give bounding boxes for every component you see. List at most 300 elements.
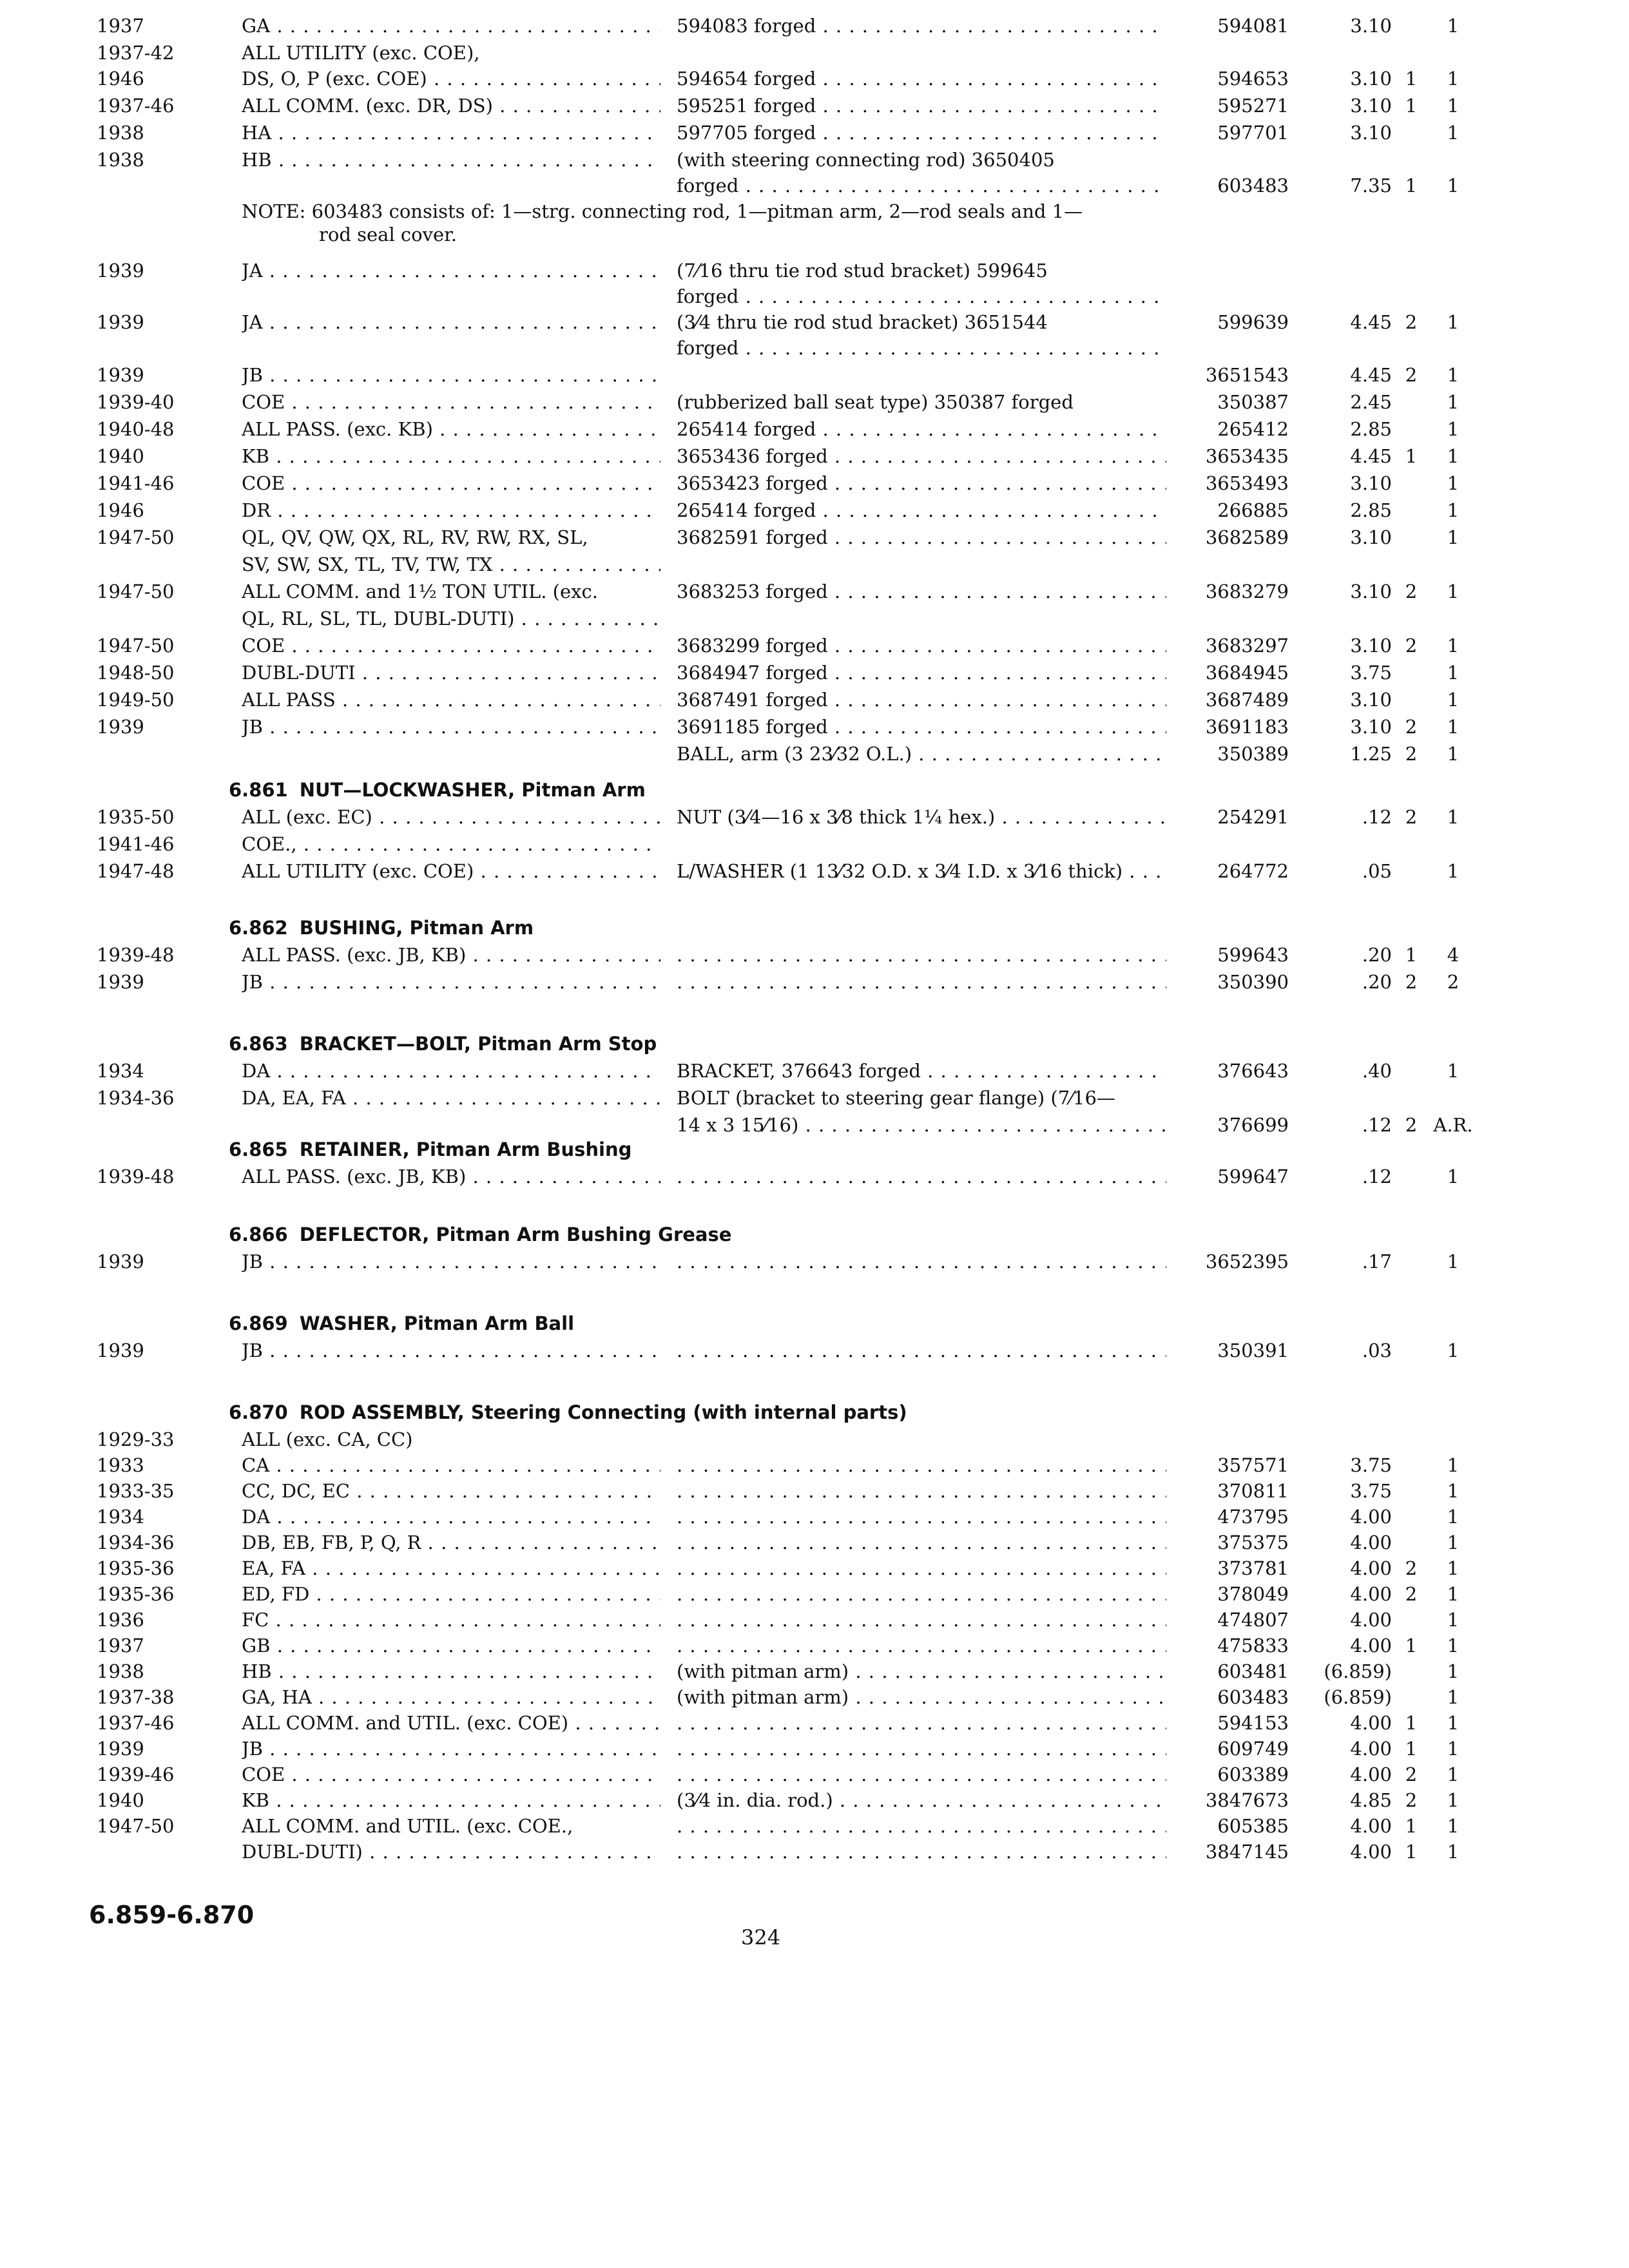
list-price: 1.25 (1350, 743, 1392, 765)
model-applicability: JB . . . (242, 362, 660, 388)
model-year: 1937-46 (97, 95, 175, 117)
parts-row (0, 1839, 1629, 1865)
model-year: 1946 (97, 68, 144, 90)
list-price: 2.85 (1350, 499, 1392, 521)
model-applicability: ALL COMM. and UTIL. (exc. COE., (242, 1815, 574, 1837)
section-number: 6.862 (229, 917, 288, 939)
model-year: 1941-46 (97, 833, 175, 855)
parts-row (0, 258, 1629, 284)
parts-row (0, 1530, 1629, 1555)
section-heading (229, 1031, 657, 1057)
model-applicability: ALL COMM. and UTIL. (exc. COE) . . . (242, 1710, 660, 1736)
parts-row (0, 1112, 1629, 1138)
part-number: 376643 (1217, 1060, 1289, 1082)
model-year: 1939-48 (97, 944, 175, 966)
model-year: 1939 (97, 1738, 144, 1760)
group-code: 2 (1405, 581, 1418, 602)
part-number: 3683297 (1205, 635, 1289, 657)
parts-row (0, 1813, 1629, 1839)
part-description: (with steering connecting rod) 3650405 (677, 149, 1055, 171)
section-number: 6.861 (229, 779, 288, 801)
group-code: 2 (1405, 635, 1418, 657)
model-year: 1947-50 (97, 635, 175, 657)
model-year: 1947-50 (97, 581, 175, 602)
part-description: 3684947 forged . . . (677, 660, 1166, 686)
model-applicability: ALL PASS. (exc. JB, KB) . . . (242, 1164, 660, 1189)
section-title: WASHER, Pitman Arm Ball (299, 1312, 575, 1334)
part-description: 3691185 forged . . . (677, 714, 1166, 740)
group-code: 2 (1405, 1114, 1418, 1136)
model-applicability: GA, HA . . . (242, 1684, 660, 1710)
quantity: 1 (1447, 1635, 1460, 1657)
group-code: 2 (1405, 806, 1418, 828)
part-description (677, 1530, 1166, 1555)
quantity: 1 (1447, 122, 1460, 144)
model-year: 1938 (97, 1660, 144, 1682)
parts-row (0, 633, 1629, 658)
part-number: 370811 (1217, 1480, 1289, 1502)
quantity: 1 (1447, 15, 1460, 37)
model-applicability: DB, EB, FB, P, Q, R . . . (242, 1530, 660, 1555)
model-applicability: ALL UTILITY (exc. COE), (242, 42, 480, 64)
part-description (677, 1478, 1166, 1504)
part-number: 595271 (1217, 95, 1289, 117)
parts-row (0, 1736, 1629, 1762)
parts-row (0, 1658, 1629, 1684)
model-applicability: DUBL-DUTI . . . (242, 660, 660, 686)
model-applicability: JB . . . (242, 1249, 660, 1274)
quantity: 1 (1447, 1763, 1460, 1785)
part-description: (3⁄4 in. dia. rod.) . . . (677, 1787, 1166, 1813)
section-heading (229, 915, 534, 941)
group-code: 2 (1405, 716, 1418, 738)
model-year: 1937 (97, 1635, 144, 1657)
section-heading (229, 1399, 907, 1425)
part-description (677, 1249, 1166, 1274)
part-description (677, 942, 1166, 968)
part-description (677, 1736, 1166, 1762)
parts-row (0, 1427, 1629, 1452)
parts-row (0, 942, 1629, 968)
part-description: 265414 forged . . . (677, 497, 1166, 523)
quantity: A.R. (1433, 1114, 1473, 1136)
group-code: 1 (1405, 1815, 1418, 1837)
section-heading (229, 1311, 574, 1336)
quantity: 1 (1447, 581, 1460, 602)
quantity: 1 (1447, 1789, 1460, 1811)
group-code: 1 (1405, 175, 1418, 197)
part-number: 3653435 (1205, 445, 1289, 467)
parts-row (0, 1633, 1629, 1658)
list-price: 4.00 (1350, 1841, 1392, 1863)
list-price: 3.10 (1350, 581, 1392, 602)
parts-row (0, 831, 1629, 857)
part-description (677, 1839, 1166, 1865)
part-number: 3684945 (1205, 662, 1289, 684)
list-price: 4.00 (1350, 1763, 1392, 1785)
list-price: 3.75 (1350, 1454, 1392, 1476)
part-description: (with pitman arm) . . . (677, 1658, 1166, 1684)
model-year: 1934 (97, 1060, 144, 1082)
part-number: 264772 (1217, 860, 1289, 882)
group-code: 1 (1405, 1841, 1418, 1863)
parts-note (242, 200, 1176, 246)
model-applicability: QL, RL, SL, TL, DUBL-DUTI) . . . (242, 606, 660, 631)
part-description: 595251 forged . . . (677, 93, 1166, 119)
section-number: 6.869 (229, 1312, 288, 1334)
part-number: 599647 (1217, 1166, 1289, 1187)
parts-row (0, 1504, 1629, 1530)
model-applicability: COE . . . (242, 1762, 660, 1787)
part-description: (3⁄4 thru tie rod stud bracket) 3651544 (677, 311, 1048, 333)
parts-row (0, 858, 1629, 884)
model-applicability: DUBL-DUTI) . . . (242, 1839, 660, 1865)
parts-row (0, 1085, 1629, 1111)
model-year: 1939 (97, 1340, 144, 1361)
parts-row (0, 362, 1629, 388)
model-applicability: QL, QV, QW, QX, RL, RV, RW, RX, SL, (242, 526, 588, 548)
list-price: 3.10 (1350, 689, 1392, 711)
part-description (677, 1164, 1166, 1189)
model-year: 1934-36 (97, 1087, 175, 1109)
part-description (677, 1338, 1166, 1363)
part-description: 3682591 forged . . . (677, 524, 1166, 550)
parts-row (0, 1338, 1629, 1363)
list-price: 7.35 (1350, 175, 1392, 197)
part-description (677, 969, 1166, 995)
part-description (677, 1555, 1166, 1581)
part-number: 599639 (1217, 311, 1289, 333)
quantity: 1 (1447, 806, 1460, 828)
quantity: 1 (1447, 1557, 1460, 1579)
quantity: 1 (1447, 662, 1460, 684)
section-title: BUSHING, Pitman Arm (299, 917, 534, 939)
parts-row (0, 687, 1629, 713)
parts-row (0, 497, 1629, 523)
list-price: .20 (1362, 971, 1392, 993)
model-year: 1935-36 (97, 1583, 175, 1605)
section-title: RETAINER, Pitman Arm Bushing (299, 1139, 632, 1160)
part-description: 3683253 forged . . . (677, 579, 1166, 604)
part-number: 3652395 (1205, 1251, 1289, 1273)
list-price: 4.85 (1350, 1789, 1392, 1811)
part-description (677, 1504, 1166, 1530)
group-code: 2 (1405, 1557, 1418, 1579)
quantity: 1 (1447, 445, 1460, 467)
parts-row (0, 284, 1629, 309)
part-description: forged . . . (677, 284, 1166, 309)
group-code: 1 (1405, 944, 1418, 966)
model-applicability: JB . . . (242, 1736, 660, 1762)
quantity: 1 (1447, 1815, 1460, 1837)
list-price: .12 (1362, 1166, 1392, 1187)
quantity: 1 (1447, 1686, 1460, 1708)
model-year: 1939 (97, 716, 144, 738)
list-price: 4.00 (1350, 1583, 1392, 1605)
section-range-code: 6.859-6.870 (89, 1901, 255, 1929)
note-text: NOTE: 603483 consists of: 1—strg. connecting rod, 1—pitman arm, 2—rod seals and 1— (242, 200, 1083, 222)
part-number: 378049 (1217, 1583, 1289, 1605)
quantity: 1 (1447, 175, 1460, 197)
part-description (677, 1607, 1166, 1633)
model-year: 1939 (97, 260, 144, 282)
model-year: 1938 (97, 149, 144, 171)
model-year: 1940 (97, 1789, 144, 1811)
model-year: 1940-48 (97, 418, 175, 440)
parts-row (0, 443, 1629, 469)
model-year: 1935-50 (97, 806, 175, 828)
part-number: 3691183 (1205, 716, 1289, 738)
part-description: (with pitman arm) . . . (677, 1684, 1166, 1710)
part-number: 254291 (1217, 806, 1289, 828)
model-year: 1935-36 (97, 1557, 175, 1579)
part-number: 594153 (1217, 1712, 1289, 1734)
quantity: 1 (1447, 1166, 1460, 1187)
part-description: 3683299 forged . . . (677, 633, 1166, 658)
section-heading (229, 1137, 631, 1162)
quantity: 1 (1447, 689, 1460, 711)
quantity: 4 (1447, 944, 1460, 966)
group-code: 1 (1405, 1712, 1418, 1734)
quantity: 1 (1447, 1532, 1460, 1553)
model-applicability: COE., . . . (242, 831, 660, 857)
list-price: .20 (1362, 944, 1392, 966)
model-applicability: ALL PASS. (exc. KB) . . . (242, 416, 660, 442)
model-applicability: HB . . . (242, 147, 660, 173)
quantity: 1 (1447, 635, 1460, 657)
list-price: 2.45 (1350, 391, 1392, 413)
part-description (677, 1452, 1166, 1478)
quantity: 1 (1447, 1660, 1460, 1682)
section-heading (229, 1222, 731, 1247)
section-title: ROD ASSEMBLY, Steering Connecting (with internal parts) (299, 1401, 907, 1423)
part-description (677, 1710, 1166, 1736)
model-year: 1934-36 (97, 1532, 175, 1553)
quantity: 1 (1447, 716, 1460, 738)
model-year: 1947-48 (97, 860, 175, 882)
group-code: 2 (1405, 311, 1418, 333)
part-number: 603481 (1217, 1660, 1289, 1682)
model-year: 1939 (97, 311, 144, 333)
parts-row (0, 1762, 1629, 1787)
group-code: 1 (1405, 1738, 1418, 1760)
parts-row (0, 470, 1629, 496)
group-code: 1 (1405, 445, 1418, 467)
quantity: 2 (1447, 971, 1460, 993)
list-price: 3.10 (1350, 526, 1392, 548)
quantity: 1 (1447, 1583, 1460, 1605)
part-number: 266885 (1217, 499, 1289, 521)
part-description: 594083 forged . . . (677, 13, 1166, 39)
part-number: 350390 (1217, 971, 1289, 993)
list-price: 4.00 (1350, 1557, 1392, 1579)
model-year: 1937-38 (97, 1686, 175, 1708)
model-applicability: HB . . . (242, 1658, 660, 1684)
quantity: 1 (1447, 418, 1460, 440)
model-applicability: EA, FA . . . (242, 1555, 660, 1581)
model-applicability: ALL COMM. and 1½ TON UTIL. (exc. (242, 581, 598, 602)
model-applicability: JB . . . (242, 714, 660, 740)
model-year: 1937 (97, 15, 144, 37)
model-year: 1934 (97, 1506, 144, 1528)
model-year: 1937-46 (97, 1712, 175, 1734)
list-price: 4.45 (1350, 311, 1392, 333)
list-price: (6.859) (1324, 1686, 1392, 1708)
list-price: 4.00 (1350, 1609, 1392, 1631)
section-title: NUT—LOCKWASHER, Pitman Arm (299, 779, 646, 801)
part-number: 3653493 (1205, 472, 1289, 494)
part-description: BRACKET, 376643 forged . . . (677, 1058, 1166, 1084)
quantity: 1 (1447, 1609, 1460, 1631)
model-year: 1940 (97, 445, 144, 467)
model-applicability: ALL UTILITY (exc. COE) . . . (242, 858, 660, 884)
model-year: 1939-46 (97, 1763, 175, 1785)
quantity: 1 (1447, 1251, 1460, 1273)
parts-row (0, 1058, 1629, 1084)
model-year: 1941-46 (97, 472, 175, 494)
model-applicability: ED, FD . . . (242, 1581, 660, 1607)
part-number: 350391 (1217, 1340, 1289, 1361)
part-number: 350389 (1217, 743, 1289, 765)
list-price: .12 (1362, 806, 1392, 828)
quantity: 1 (1447, 1454, 1460, 1476)
part-number: 603483 (1217, 1686, 1289, 1708)
quantity: 1 (1447, 68, 1460, 90)
model-applicability: FC . . . (242, 1607, 660, 1633)
model-applicability: ALL PASS. (exc. JB, KB) . . . (242, 942, 660, 968)
part-number: 603389 (1217, 1763, 1289, 1785)
part-number: 357571 (1217, 1454, 1289, 1476)
quantity: 1 (1447, 860, 1460, 882)
list-price: 3.10 (1350, 122, 1392, 144)
parts-row (0, 1249, 1629, 1274)
parts-row (0, 579, 1629, 604)
part-description (677, 1633, 1166, 1658)
model-applicability: JA . . . (242, 309, 660, 335)
model-applicability: DR . . . (242, 497, 660, 523)
group-code: 2 (1405, 1583, 1418, 1605)
list-price: 3.10 (1350, 68, 1392, 90)
model-year: 1947-50 (97, 1815, 175, 1837)
part-number: 594081 (1217, 15, 1289, 37)
list-price: (6.859) (1324, 1660, 1392, 1682)
model-applicability: GA . . . (242, 13, 660, 39)
list-price: .12 (1362, 1114, 1392, 1136)
parts-row (0, 524, 1629, 550)
model-applicability: KB . . . (242, 1787, 660, 1813)
quantity: 1 (1447, 472, 1460, 494)
parts-row (0, 1555, 1629, 1581)
parts-row (0, 173, 1629, 198)
part-number: 473795 (1217, 1506, 1289, 1528)
model-applicability: KB . . . (242, 443, 660, 469)
quantity: 1 (1447, 1340, 1460, 1361)
parts-row (0, 40, 1629, 66)
part-number: 3687489 (1205, 689, 1289, 711)
model-year: 1939-40 (97, 391, 175, 413)
section-title: DEFLECTOR, Pitman Arm Bushing Grease (299, 1224, 732, 1245)
model-applicability: DA . . . (242, 1504, 660, 1530)
model-year: 1949-50 (97, 689, 175, 711)
part-description: NUT (3⁄4—16 x 3⁄8 thick 1¼ hex.) . . . (677, 804, 1166, 830)
section-number: 6.866 (229, 1224, 288, 1245)
parts-row (0, 93, 1629, 119)
quantity: 1 (1447, 1841, 1460, 1863)
list-price: 3.10 (1350, 15, 1392, 37)
list-price: .03 (1362, 1340, 1392, 1361)
model-applicability: COE . . . (242, 470, 660, 496)
part-description: BALL, arm (3 23⁄32 O.L.) . . . (677, 741, 1166, 767)
part-number: 594653 (1217, 68, 1289, 90)
parts-row (0, 1787, 1629, 1813)
part-description: 14 x 3 15⁄16) . . . (677, 1112, 1166, 1138)
part-description: forged . . . (677, 335, 1166, 361)
model-applicability: JB . . . (242, 1338, 660, 1363)
model-year: 1933-35 (97, 1480, 175, 1502)
parts-row (0, 1684, 1629, 1710)
group-code: 1 (1405, 1635, 1418, 1657)
quantity: 1 (1447, 743, 1460, 765)
section-number: 6.865 (229, 1139, 288, 1160)
parts-row (0, 147, 1629, 173)
parts-row (0, 120, 1629, 146)
part-description: 3687491 forged . . . (677, 687, 1166, 713)
parts-row (0, 804, 1629, 830)
model-applicability: ALL (exc. EC) . . . (242, 804, 660, 830)
part-number: 376699 (1217, 1114, 1289, 1136)
parts-row (0, 1478, 1629, 1504)
quantity: 1 (1447, 1060, 1460, 1082)
list-price: 4.00 (1350, 1532, 1392, 1553)
model-applicability: GB . . . (242, 1633, 660, 1658)
quantity: 1 (1447, 391, 1460, 413)
model-year: 1939 (97, 364, 144, 386)
parts-row (0, 969, 1629, 995)
parts-row (0, 660, 1629, 686)
part-number: 3847673 (1205, 1789, 1289, 1811)
model-year: 1936 (97, 1609, 144, 1631)
model-applicability: ALL COMM. (exc. DR, DS) . . . (242, 93, 660, 119)
model-year: 1947-50 (97, 526, 175, 548)
part-description: (rubberized ball seat type) 350387 forged (677, 391, 1074, 413)
list-price: 4.45 (1350, 445, 1392, 467)
parts-row (0, 335, 1629, 361)
part-description (677, 1581, 1166, 1607)
part-number: 603483 (1217, 175, 1289, 197)
part-number: 375375 (1217, 1532, 1289, 1553)
model-applicability: DA . . . (242, 1058, 660, 1084)
quantity: 1 (1447, 526, 1460, 548)
model-applicability: CA . . . (242, 1452, 660, 1478)
quantity: 1 (1447, 311, 1460, 333)
part-number: 350387 (1217, 391, 1289, 413)
part-description (677, 1813, 1166, 1839)
group-code: 2 (1405, 1763, 1418, 1785)
parts-row (0, 66, 1629, 91)
quantity: 1 (1447, 499, 1460, 521)
model-applicability: COE . . . (242, 389, 660, 415)
part-number: 597701 (1217, 122, 1289, 144)
model-applicability: DS, O, P (exc. COE) . . . (242, 66, 660, 91)
part-description: BOLT (bracket to steering gear flange) (7⁄16— (677, 1087, 1115, 1109)
part-description: (7⁄16 thru tie rod stud bracket) 599645 (677, 260, 1048, 282)
part-description: 597705 forged . . . (677, 120, 1166, 146)
part-number: 373781 (1217, 1557, 1289, 1579)
quantity: 1 (1447, 1738, 1460, 1760)
model-year: 1933 (97, 1454, 144, 1476)
parts-row (0, 741, 1629, 767)
parts-row (0, 714, 1629, 740)
